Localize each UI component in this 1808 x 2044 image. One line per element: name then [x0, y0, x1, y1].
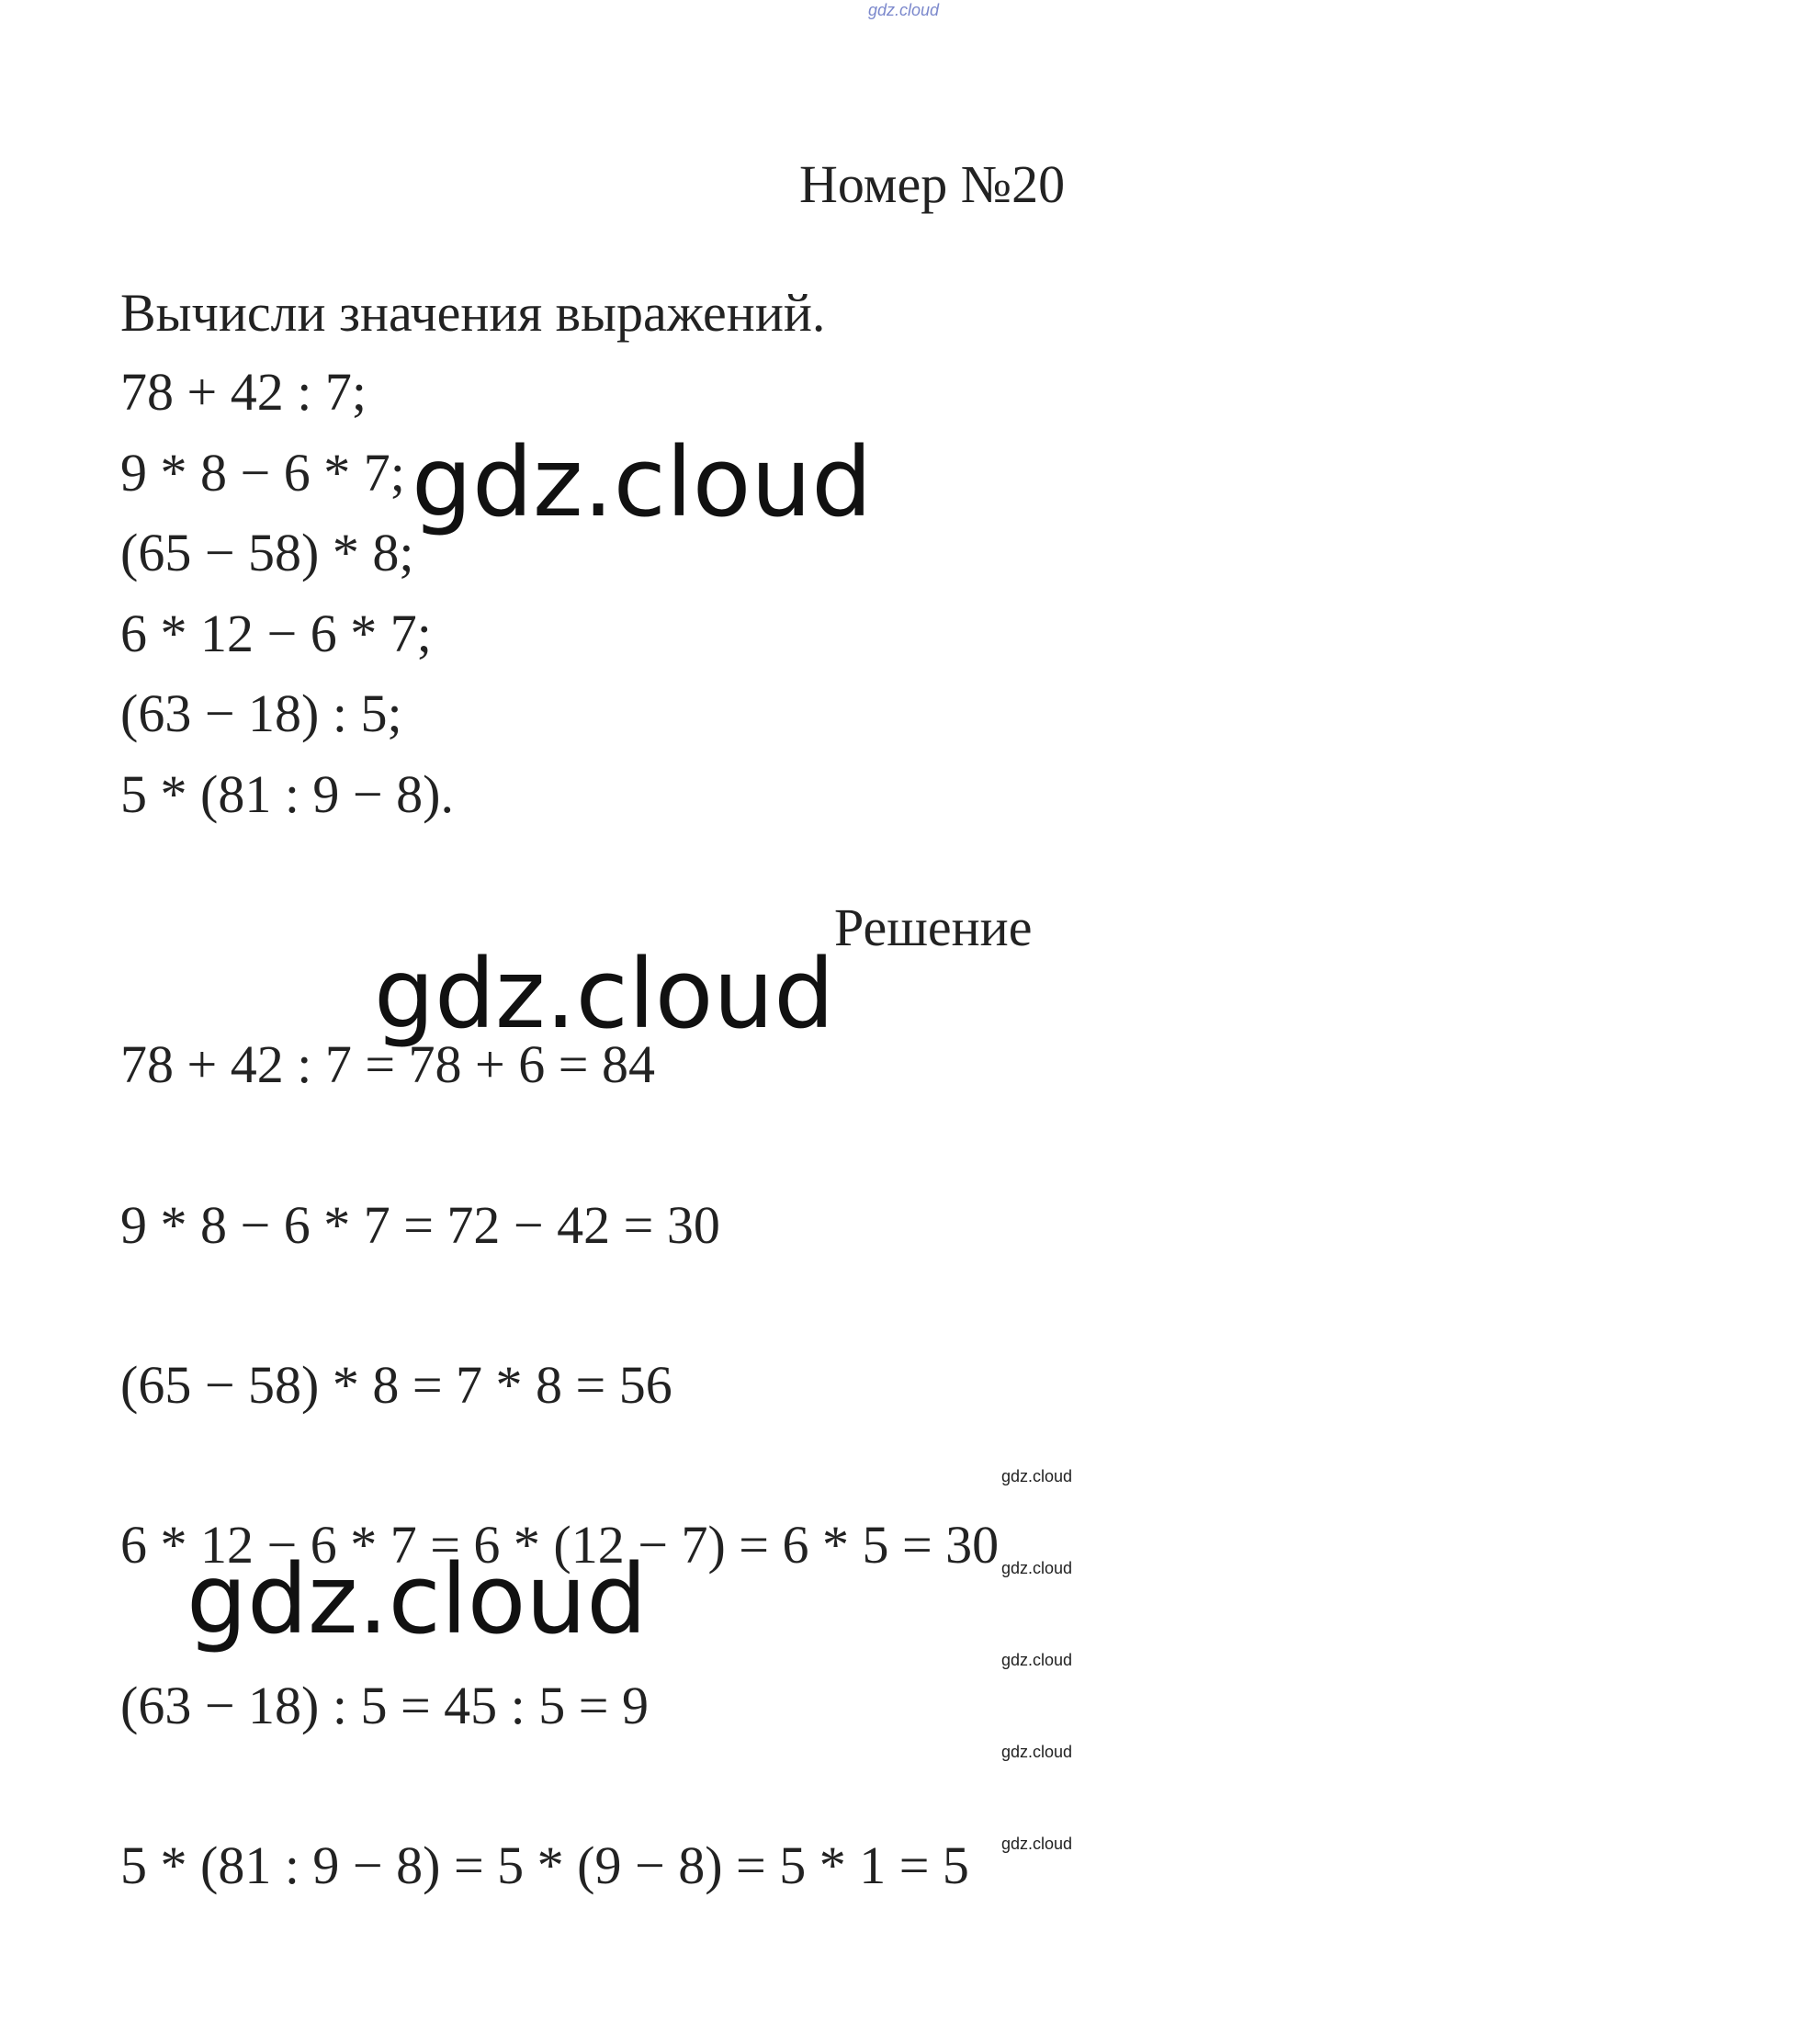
task-expression: 9 * 8 − 6 * 7; [120, 443, 405, 503]
solution-title: Решение [834, 898, 1033, 957]
watermark-small: gdz.cloud [1001, 1743, 1073, 1761]
task-instruction: Вычисли значения выражений. [120, 283, 826, 343]
task-expression: 6 * 12 − 6 * 7; [120, 604, 432, 663]
task-expression: (65 − 58) * 8; [120, 523, 414, 582]
watermark-small: gdz.cloud [1001, 1467, 1073, 1485]
solution-answer: (63 − 18) : 5 = 45 : 5 = 9 [120, 1676, 649, 1735]
solution-answer: (65 − 58) * 8 = 7 * 8 = 56 [120, 1355, 672, 1415]
watermark-large: gdz.cloud [374, 938, 835, 1050]
task-expression: 5 * (81 : 9 − 8). [120, 764, 454, 824]
solution-answer: 9 * 8 − 6 * 7 = 72 − 42 = 30 [120, 1195, 720, 1255]
watermark-small: gdz.cloud [1001, 1559, 1073, 1577]
watermark-large: gdz.cloud [186, 1543, 648, 1655]
solution-answer: 78 + 42 : 7 = 78 + 6 = 84 [120, 1034, 655, 1094]
task-expression: 78 + 42 : 7; [120, 362, 367, 422]
watermark-small: gdz.cloud [1001, 1835, 1073, 1853]
page-title: Номер №20 [799, 154, 1066, 214]
watermark-small: gdz.cloud [1001, 1651, 1073, 1669]
task-expression: (63 − 18) : 5; [120, 683, 402, 743]
solution-answer: 5 * (81 : 9 − 8) = 5 * (9 − 8) = 5 * 1 = 5 [120, 1835, 969, 1895]
top-watermark: gdz.cloud [868, 1, 940, 19]
solution-answer: 6 * 12 − 6 * 7 = 6 * (12 − 7) = 6 * 5 = 30 [120, 1515, 1000, 1575]
watermark-large: gdz.cloud [412, 426, 873, 538]
